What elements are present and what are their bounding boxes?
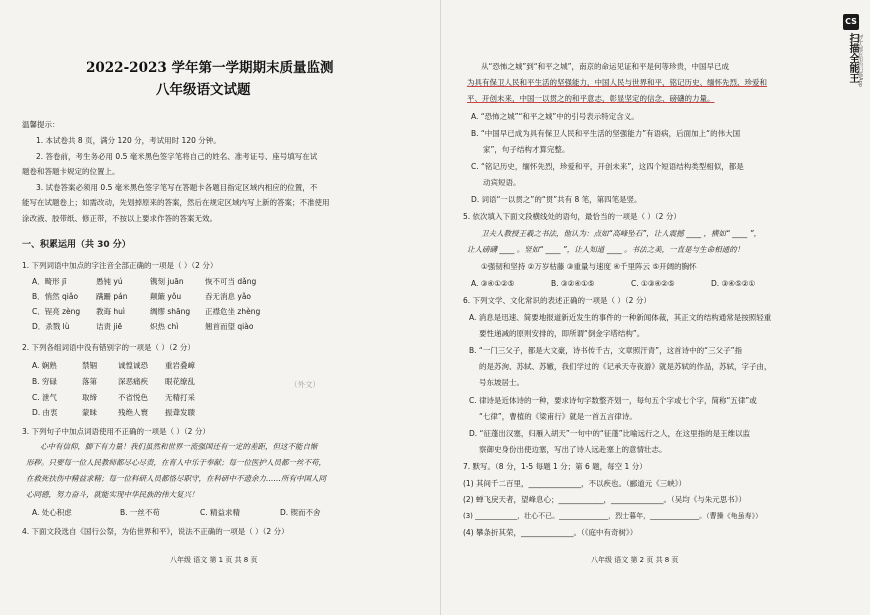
q7-line: (1) 其间千二百里，______________，不以疾也。（郦道元《三峡》） <box>463 479 687 488</box>
q1-option: 教诲 huì <box>96 307 125 316</box>
q1-option: A．畸形 jī <box>32 277 67 286</box>
q1-option: 诘责 jiē <box>96 322 123 331</box>
q6-option-line: B. “一门三父子，都是大文豪，诗书传千古，文章照汗青”，这首诗中的“三父子”指 <box>469 346 742 355</box>
q2-option: D. 由衷 <box>32 408 58 417</box>
q6-option-line: 察御史身份出使边塞，写出了诗人远赴塞上的意情壮志。 <box>479 445 667 454</box>
q7-line: (4) 攀条折其荣，______________。（《庭中有奇树》） <box>463 528 638 537</box>
q5-text: 让人磅礴 ____ 。竖如“ ____ ”，让人知道 ____ 。书法之美，一直是与生命相通的！ <box>467 245 745 254</box>
notice-line: 能写在试题卷上；如需改动，先划掉原来的答案，然后在规定区域内写上新的答案；不准使用 <box>22 198 330 207</box>
q2-option: 蒙昧 <box>82 408 97 417</box>
page-footer: 八年级 语文 第 2 页 共 8 页 <box>591 556 679 564</box>
q2-option: 无精打采 <box>165 393 195 402</box>
q3-paragraph: 在救死扶伤中精益求精；每一位科研人员都恪尽职守，在科研中不遗余力……所有中国人同 <box>26 474 326 483</box>
q2-option: 取缔 <box>82 393 97 402</box>
camscanner-name: 扫描全能王 <box>847 33 858 83</box>
camscanner-badge <box>841 14 861 144</box>
q2-option: 不省悦色 <box>118 393 148 402</box>
question-4-stem: 4. 下面文段选自《国行公祭，为佑世界和平》，说法不正确的一项是（ ）（2 分） <box>22 527 289 536</box>
q4-option: 家”，句子结构才算完整。 <box>483 145 570 154</box>
section-heading: 一、积累运用（共 30 分） <box>22 240 131 250</box>
q4-passage: 平、开创未来，中国一以贯之的和平意志，彰显坚定的信念、磅礴的力量。 <box>467 94 715 103</box>
q1-option: 绸缪 shāng <box>150 307 191 316</box>
q1-option: C．锃亮 zèng <box>32 307 81 316</box>
q6-option-line: “七律”，曹植的《梁甫行》就是一首五言律诗。 <box>479 412 637 421</box>
notice-line: 题卷和答题卡规定的位置上。 <box>22 167 120 176</box>
q2-option: C. 泄气 <box>32 393 58 402</box>
q1-option: 蹒跚 pán <box>96 292 128 301</box>
q5-text: 卫夫人教授王羲之书法，他认为：点如“高峰坠石”，让人震撼 ____ ，横如“ ____ ”， <box>481 229 762 238</box>
q1-option: D．杀戮 lù <box>32 322 70 331</box>
notice-heading: 温馨提示： <box>22 120 60 129</box>
q2-option: 深恶痛疾 <box>118 377 148 386</box>
q2-option: A. 娴熟 <box>32 361 57 370</box>
q6-option-line: 的是苏洵、苏轼、苏辙，我们学过的《记承天寺夜游》就是苏轼的作品，苏轼，字子由， <box>479 362 772 371</box>
q2-option: 眼花缭乱 <box>165 377 195 386</box>
page-footer: 八年级 语文 第 1 页 共 8 页 <box>170 556 258 564</box>
notice-line: 3. 试卷答案必须用 0.5 毫米黑色签字笔写在答题卡各题目指定区域内相应的位置，不 <box>36 183 318 192</box>
q1-option: 镌刻 juān <box>150 277 184 286</box>
q3-option: B. 一丝不苟 <box>120 508 160 517</box>
exam-subtitle: 八年级语文试题 <box>156 82 251 98</box>
q5-option: C. ①③④②⑤ <box>631 279 675 288</box>
q1-option: 炽热 chì <box>150 322 179 331</box>
q1-option: 愚钝 yú <box>96 277 123 286</box>
q1-option: B．悄然 qiǎo <box>32 292 79 301</box>
q3-option: C. 精益求精 <box>200 508 241 517</box>
q7-line: (3) ____________，壮心不已。______________，烈士暮年，______________。（曹操《龟虽寿》） <box>463 512 763 520</box>
q2-option: 振聋发聩 <box>165 408 195 417</box>
q1-option: 正襟危坐 zhèng <box>205 307 261 316</box>
q2-option: 禁锢 <box>82 361 97 370</box>
q5-option: B. ③②④①⑤ <box>551 279 595 288</box>
q5-items: ①强韧和坚持 ②万岁枯藤 ③重量与速度 ④千里阵云 ⑤开阔的胸怀 <box>481 262 697 271</box>
q1-option: 翘首而望 qiào <box>205 322 254 331</box>
question-1-stem: 1. 下列词语中加点的字注音全部正确的一项是（ ）（2 分） <box>22 261 218 270</box>
q5-option: D. ③④⑤②① <box>711 279 756 288</box>
q1-option: 吞无消息 yǎo <box>205 292 252 301</box>
question-5-stem: 5. 依次填入下面文段横线处的语句，最恰当的一项是（ ）（2 分） <box>463 212 681 221</box>
q2-option: 残绝人寰 <box>118 408 148 417</box>
q1-option: 颠簸 yǒu <box>150 292 182 301</box>
q4-option: 动宾短语。 <box>483 178 521 187</box>
q2-option: 诚惶诚恐 <box>118 361 148 370</box>
margin-note: （外文） <box>290 380 320 389</box>
q2-option: 重岩叠嶂 <box>165 361 195 370</box>
q4-option: B. “中国早已成为具有保卫人民和平生活的坚强能力”有语病，后面加上“的伟大国 <box>471 129 741 138</box>
q4-option: D. 词语“一以贯之”的“贯”共有 8 笔，第四笔是竖。 <box>471 195 642 204</box>
notice-line: 1. 本试卷共 8 页，满分 120 分，考试用时 120 分钟。 <box>36 136 221 145</box>
camscanner-tagline: 3亿人都在用的扫描App <box>857 34 863 87</box>
q6-option-line: D. “征蓬出汉塞，归雁入胡天”一句中的“征蓬”比喻远行之人，在这里指的是王维以监 <box>469 429 751 438</box>
question-3-stem: 3. 下列句子中加点词语使用不正确的一项是（ ）（2 分） <box>22 427 210 436</box>
question-6-stem: 6. 下列文学、文化常识的表述正确的一项是（ ）（2 分） <box>463 296 651 305</box>
q2-option: 落第 <box>82 377 97 386</box>
q4-passage: 为具有保卫人民和平生活的坚强能力，中国人民与世界和平，铭记历史、缅怀先烈、珍爱和 <box>467 78 767 87</box>
notice-line: 涂改液、胶带纸、修正带，不按以上要求作答的答案无效。 <box>22 214 217 223</box>
q6-option-line: A. 消息是迅速、简要地报道新近发生的事件的一种新闻体裁，其正文的结构通常是按照轻重 <box>469 313 772 322</box>
q3-option: D. 锲而不舍 <box>280 508 321 517</box>
q2-option: B. 穷碌 <box>32 377 57 386</box>
q3-paragraph: 形秽。只要每一位人民教师都尽心尽责，在育人中乐于奉献；每一位医护人员都一丝不苟， <box>26 458 326 467</box>
q6-option-line: C. 律诗是近体诗的一种，要求诗句字数整齐划一，每句五个字或七个字，简称“五律”或 <box>469 396 757 405</box>
q4-option: A. “恐怖之城”“和平之城”中的引号表示特定含义。 <box>471 112 639 121</box>
q3-paragraph: 心同德，努力奋斗，就能实现中华民族的伟大复兴！ <box>26 490 199 499</box>
q6-option-line: 要性递减的原则安排的，即所谓“倒金字塔结构”。 <box>479 329 645 338</box>
q5-option: A. ③④①②⑤ <box>471 279 515 288</box>
exam-title: 2022-2023 学年第一学期期末质量监测 <box>86 60 334 76</box>
q6-option-line: 号东坡居士。 <box>479 378 524 387</box>
q1-option: 恢不可当 dǎng <box>205 277 257 286</box>
q3-option: A. 处心积虑 <box>32 508 72 517</box>
q3-paragraph: 心中有信仰，脚下有力量！我们虽然和世界一流强国还有一定的差距，但这不能自惭 <box>40 442 318 451</box>
exam-page-2 <box>440 0 870 615</box>
q7-line: (2) 蝉飞戾天者，望峰息心；____________，______________。（吴均《与朱元思书》） <box>463 495 747 504</box>
question-7-stem: 7. 默写。（8 分，1-5 每题 1 分；第 6 题，每空 1 分） <box>463 462 647 471</box>
notice-line: 2. 答卷前，考生务必用 0.5 毫米黑色签字笔将自己的姓名、准考证号、座号填写在试 <box>36 152 318 161</box>
question-2-stem: 2. 下列各组词语中没有错别字的一项是（ ）（2 分） <box>22 343 195 352</box>
q4-option: C. “铭记历史，缅怀先烈，珍爱和平，开创未来”，这四个短语结构类型相似，都是 <box>471 162 744 171</box>
camscanner-logo: CS <box>843 14 859 30</box>
q4-passage: 从“恐怖之城”到“和平之城”，南京的命运见证和平是何等珍贵，中国早已成 <box>481 62 730 71</box>
